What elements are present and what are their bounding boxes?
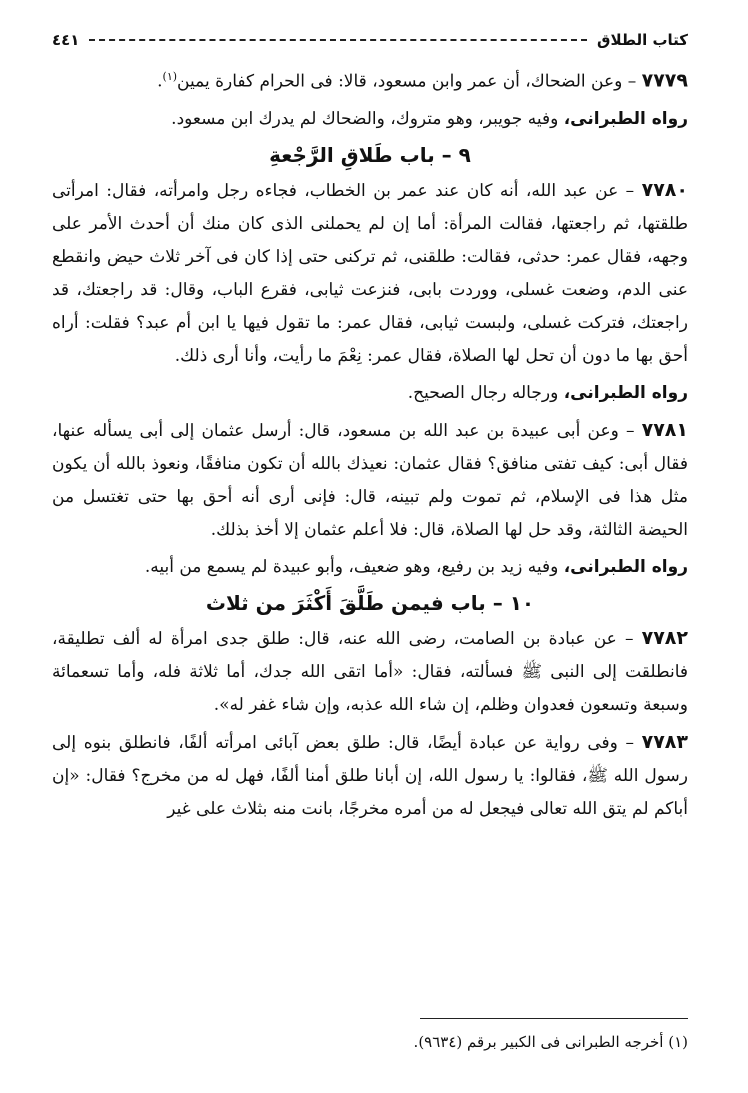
narration-note: رواه الطبرانى، وفيه زيد بن رفيع، وهو ضعيف، وأبو عبيدة لم يسمع من أبيه. [144,556,688,577]
footnote-separator [420,1018,688,1019]
hadith-7781: ٧٧٨١ – وعن أبى عبيدة بن عبد الله بن مسعود، قال: أرسل عثمان إلى أبى يسأله عنها، فقال أبى: كيف تفتى منافق؟ فقال عثمان: نعيذك بالله أن تكون منافقًا، ونعوذ بالله أن يكون مثل هذا فى الإسلام، ثم تموت ولم تبينه، قال: فإنى أرى أنه أحق بها حتى تغتسل من الحيضة الثالثة، وقد حل لها الصلاة، قال: فلا أعلم عثمان إلا أخذ بذلك. [52,418,688,540]
footnote-ref: (١) [162,70,178,83]
footnote: (١) أخرجه الطبرانى فى الكبير برقم (٩٦٣٤). [413,1033,688,1051]
hadith-7780: ٧٧٨٠ – عن عبد الله، أنه كان عند عمر بن الخطاب، فجاءه رجل وامرأته، فقال: امرأتى طلقتها، ثم راجعتها، فقالت المرأة: أما إن لم يحملنى الذى كان منك أن أحدث الأمر على وجهه، فقال عمر: حدثى، فقالت: طلقنى، ثم تركنى حتى إذا كان فى آخر ثلاث حيض وانقطع عنى الدم، وضعت غسلى، ووردت بابى، فنزعت ثيابى، فقرع الباب، وقال: قد راجعتك، قد راجعتك، فتركت غسلى، ولبست ثيابى، فقال عمر: ما تقول فيها يا ابن أم عبد؟ فقلت: أراه أحق بها ما دون أن تحل لها الصلاة، فقال عمر: نِعْمَ ما رأيت، وأنا أرى ذلك. [52,178,688,366]
header-rule [89,39,587,41]
chapter-heading: ١٠ – باب فيمن طَلَّقَ أَكْثَرَ من ثلاث [205,590,535,615]
hadith-7779: ٧٧٧٩ – وعن الضحاك، أن عمر وابن مسعود، قالا: فى الحرام كفارة يمين$^{(١)}$. [157,69,688,92]
hadith-7783: ٧٧٨٣ – وفى رواية عن عبادة أيضًا، قال: طلق بعض آبائى امرأته ألفًا، فانطلق بنوه إلى رسول الله ﷺ، فقالوا: يا رسول الله، إن أبانا طلق أمنا ألفًا، فهل له من مخرج؟ فقال: «إن أباكم لم يتق الله تعالى فيجعل له من أمره مخرجًا، بانت منه بثلاث على غير [52,730,688,819]
book-title: كتاب الطلاق [597,31,688,49]
chapter-heading: ٩ – باب طَلاقِ الرَّجْعةِ [269,142,471,167]
page-number: ٤٤١ [52,31,80,49]
hadith-7782: ٧٧٨٢ – عن عبادة بن الصامت، رضى الله عنه، قال: طلق جدى امرأة له ألف تطليقة، فانطلقت إلى النبى ﷺ فسألته، فقال: «أما اتقى الله جدك، أما ثلاثة فله، وأما تسعمائة وسبعة وتسعون فعدوان وظلم، إن شاء الله عذبه، وإن شاء غفر له». [52,626,688,715]
running-header [52,26,688,54]
narration-note: رواه الطبرانى، وفيه جويبر، وهو متروك، والضحاك لم يدرك ابن مسعود. [171,108,688,129]
page-body [52,26,688,826]
narration-note: رواه الطبرانى، ورجاله رجال الصحيح. [407,382,688,403]
